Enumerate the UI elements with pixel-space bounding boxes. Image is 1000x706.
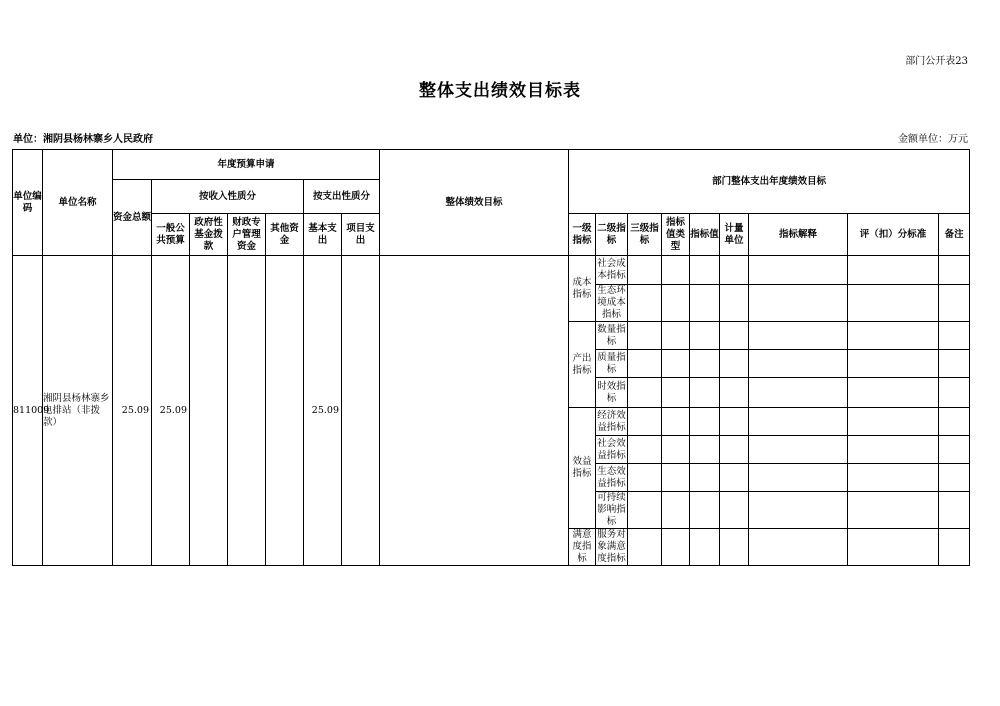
level2-indicator: 可持续影响指标 bbox=[597, 492, 626, 527]
level1-indicator: 产出指标 bbox=[569, 322, 596, 408]
level2-indicator: 社会成本指标 bbox=[596, 256, 628, 285]
level1-indicator: 效益指标 bbox=[569, 408, 596, 529]
col-other-fund: 其他资金 bbox=[266, 214, 304, 256]
col-level2: 二级指标 bbox=[596, 214, 628, 256]
other-fund-value bbox=[266, 256, 304, 566]
level2-indicator: 服务对象满意度指标 bbox=[597, 529, 626, 564]
col-basic-expense: 基本支出 bbox=[304, 214, 342, 256]
gov-fund-value bbox=[190, 256, 228, 566]
level2-indicator: 时效指标 bbox=[596, 378, 628, 408]
col-by-income: 按收入性质分 bbox=[152, 180, 304, 214]
level2-indicator: 生态效益指标 bbox=[596, 464, 628, 492]
col-value-type: 指标值类型 bbox=[662, 214, 690, 256]
level2-indicator: 数量指标 bbox=[596, 322, 628, 350]
col-total-funds: 资金总额 bbox=[113, 180, 152, 256]
amount-unit: 金额单位：万元 bbox=[898, 134, 968, 145]
basic-expense-value: 25.09 bbox=[304, 256, 342, 566]
level1-indicator: 成本指标 bbox=[569, 256, 596, 322]
col-gov-fund: 政府性基金拨款 bbox=[190, 214, 228, 256]
unit-code-value: 811009 bbox=[13, 256, 43, 566]
col-explanation: 指标解释 bbox=[749, 214, 848, 256]
col-remarks: 备注 bbox=[939, 214, 970, 256]
col-unit-name: 单位名称 bbox=[43, 150, 113, 256]
col-unit-code: 单位编码 bbox=[13, 150, 43, 256]
page-title: 整体支出绩效目标表 bbox=[419, 81, 581, 101]
col-measure-unit: 计量单位 bbox=[720, 214, 749, 256]
col-level1: 一级指标 bbox=[569, 214, 596, 256]
col-project-expense: 项目支出 bbox=[342, 214, 380, 256]
overall-goal-value bbox=[380, 256, 569, 566]
col-level3: 三级指标 bbox=[628, 214, 662, 256]
col-by-expense: 按支出性质分 bbox=[304, 180, 380, 214]
form-code: 部门公开表23 bbox=[905, 56, 968, 67]
level2-indicator: 质量指标 bbox=[596, 350, 628, 378]
level2-indicator: 生态环境成本指标 bbox=[597, 285, 626, 320]
col-annual-budget: 年度预算申请 bbox=[113, 150, 380, 180]
col-overall-goal: 整体绩效目标 bbox=[380, 150, 569, 256]
unit-label: 单位：湘阴县杨林寨乡人民政府 bbox=[13, 134, 153, 145]
col-special-fund: 财政专户管理资金 bbox=[228, 214, 266, 256]
total-funds-value: 25.09 bbox=[113, 256, 152, 566]
table-row bbox=[13, 256, 970, 285]
level2-indicator: 社会效益指标 bbox=[596, 436, 628, 464]
project-expense-value bbox=[342, 256, 380, 566]
special-fund-value bbox=[228, 256, 266, 566]
unit-name-value: 湘阴县杨林寨乡电排站（非拨款） bbox=[43, 256, 113, 566]
general-budget-value: 25.09 bbox=[152, 256, 190, 566]
col-scoring: 评（扣）分标准 bbox=[848, 214, 939, 256]
col-value: 指标值 bbox=[690, 214, 720, 256]
level2-indicator: 经济效益指标 bbox=[596, 408, 628, 436]
col-dept-goal: 部门整体支出年度绩效目标 bbox=[569, 150, 970, 214]
level1-indicator: 满意度指标 bbox=[569, 529, 596, 566]
col-general-budget: 一般公共预算 bbox=[152, 214, 190, 256]
performance-table bbox=[12, 149, 970, 566]
